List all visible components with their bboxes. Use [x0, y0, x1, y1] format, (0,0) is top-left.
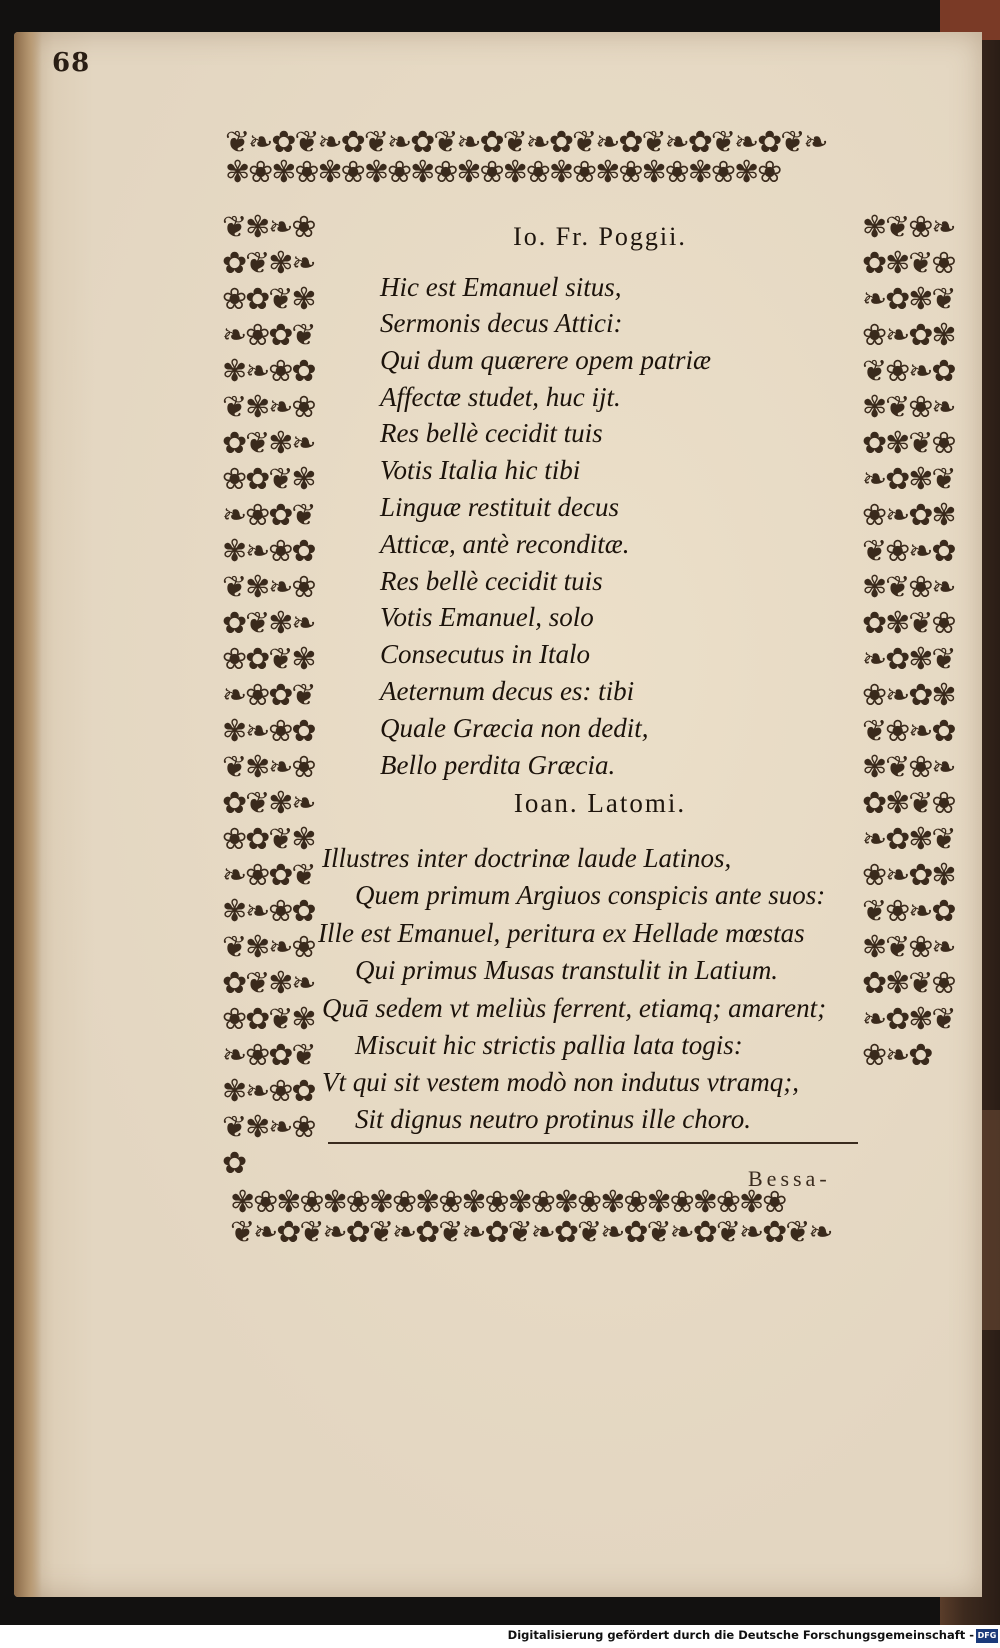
verse-line: Hic est Emanuel situs,: [380, 272, 622, 302]
verse-line: Qui primus Musas transtulit in Latium.: [355, 955, 779, 985]
verse-line: Miscuit hic strictis pallia lata togis:: [355, 1030, 743, 1060]
ornament-border-left: ❦✾❧❀✿❦✾❧❀✿❦✾❧❀✿❦✾❧❀✿❦✾❧❀✿❦✾❧❀✿❦✾❧❀✿❦✾❧❀✿❦✾❧❀✿❦✾❧❀✿❦✾❧❀✿❦✾❧❀✿❦✾❧❀✿❦✾❧❀✿❦✾❧❀✿❦✾❧❀✿❦✾❧❀✿❦✾❧❀✿❦✾❧❀✿❦✾❧❀✿❦✾❧❀✿: [222, 210, 315, 1181]
verse-line: Consecutus in Italo: [380, 639, 590, 669]
verse-line: Linguæ restituit decus: [380, 492, 620, 522]
verse-line: Sit dignus neutro protinus ille choro.: [355, 1104, 751, 1134]
verse-line: Sermonis decus Attici:: [380, 308, 623, 338]
verse-line: Bello perdita Græcia.: [380, 750, 616, 780]
page-number: 68: [52, 48, 91, 78]
verse-line: Qui dum quærere opem patriæ: [380, 345, 711, 375]
ornament-border-top: ❦❧✿❦❧✿❦❧✿❦❧✿❦❧✿❦❧✿❦❧✿❦❧✿❦❧ ✾❀✾❀✾❀✾❀✾❀✾❀✾❀✾❀✾❀✾❀✾❀✾❀: [225, 128, 827, 190]
verse-line: Affectæ studet, huc ijt.: [380, 382, 621, 412]
verse-line: Votis Emanuel, solo: [380, 602, 594, 632]
verse-line: Quā sedem vt meliùs ferrent, etiamq; amarent;: [322, 993, 827, 1023]
verse-line: Illustres inter doctrinæ laude Latinos,: [322, 843, 732, 873]
section-heading-poggii: Io. Fr. Poggii.: [513, 222, 687, 251]
verse-line: Ille est Emanuel, peritura ex Hellade mœstas: [318, 918, 805, 948]
ornament-border-bottom: ✾❀✾❀✾❀✾❀✾❀✾❀✾❀✾❀✾❀✾❀✾❀✾❀ ❦❧✿❦❧✿❦❧✿❦❧✿❦❧✿❦❧✿❦❧✿❦❧✿❦❧: [230, 1188, 832, 1250]
verse-line: Vt qui sit vestem modò non indutus vtramq;,: [322, 1067, 799, 1097]
verse-line: Res bellè cecidit tuis: [380, 418, 603, 448]
page-gutter-shadow: [14, 32, 42, 1597]
verse-line: Res bellè cecidit tuis: [380, 566, 603, 596]
section-heading-latomi: Ioan. Latomi.: [513, 788, 687, 818]
funding-credit: Digitalisierung gefördert durch die Deutsche Forschungsgemeinschaft -: [507, 1628, 974, 1642]
dfg-logo: DFG: [976, 1629, 998, 1643]
verse-line: Quem primum Argiuos conspicis ante suos:: [355, 880, 826, 910]
verse-line: Votis Italia hic tibi: [380, 455, 581, 485]
horizontal-rule: [328, 1142, 858, 1144]
catchword: Bessa-: [748, 1166, 831, 1191]
digitization-footer: [0, 1625, 1000, 1648]
ornament-border-right: ✾❦❀❧✿✾❦❀❧✿✾❦❀❧✿✾❦❀❧✿✾❦❀❧✿✾❦❀❧✿✾❦❀❧✿✾❦❀❧✿✾❦❀❧✿✾❦❀❧✿✾❦❀❧✿✾❦❀❧✿✾❦❀❧✿✾❦❀❧✿✾❦❀❧✿✾❦❀❧✿✾❦❀❧✿✾❦❀❧✿✾❦❀❧✿: [862, 210, 955, 1073]
verse-line: Aeternum decus es: tibi: [380, 676, 635, 706]
verse-line: Atticæ, antè reconditæ.: [380, 529, 630, 559]
verse-line: Quale Græcia non dedit,: [380, 713, 649, 743]
